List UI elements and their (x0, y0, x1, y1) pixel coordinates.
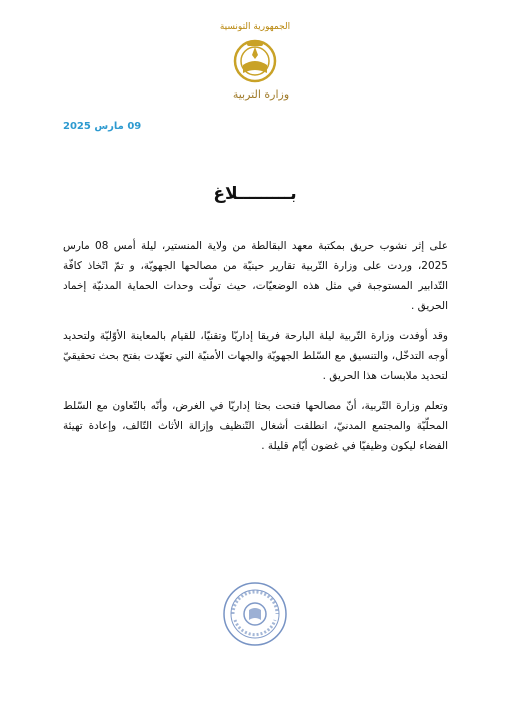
ministry-emblem-icon (229, 35, 281, 87)
paragraph-3: وتعلم وزارة التّربية، أنّ مصالحها فتحت بحثا إداريّا في الغرض، وأنّه بالتّعاون مع السّلط المحلّيّة والمجتمع المدنيّ، انطلقت أشغال التّنظيف وإزالة الأثاث التّالف، وإعادة تهيئة الفضاء ليكون وظيفيّا في غضون أيّام قليلة . (63, 400, 448, 452)
document-title: بـــــــــلاغ (213, 184, 297, 204)
document-body (63, 236, 448, 466)
republic-name: الجمهورية التونسية (219, 22, 291, 32)
ministry-name: وزارة التربية (232, 88, 290, 101)
official-seal-icon (221, 580, 289, 648)
paragraph-1: على إثر نشوب حريق بمكتبة معهد البقالطة من ولاية المنستير، ليلة أمس 08 مارس 2025، وردت على وزارة التّربية تقارير حينيّة من مصالحها الجهويّة، و تمّ اتّخاذ كافّة التّدابير المستوجبة في مثل هذه الوضعيّات، حيث تولّت وحدات الحماية المدنيّة إخماد الحريق . (63, 240, 448, 312)
document-date: 09 مارس 2025 (63, 121, 142, 132)
paragraph-2: وقد أوفدت وزارة التّربية ليلة البارحة فريقا إداريّا وتقنيّا، للقيام بالمعاينة الأوّليّة ولتحديد أوجه التدخّل، والتنسيق مع السّلط الجهويّة والجهات الأمنيّة التي تعهّدت بفتح بحث تحقيقيّ لتحديد ملابسات هذا الحريق . (63, 330, 448, 382)
